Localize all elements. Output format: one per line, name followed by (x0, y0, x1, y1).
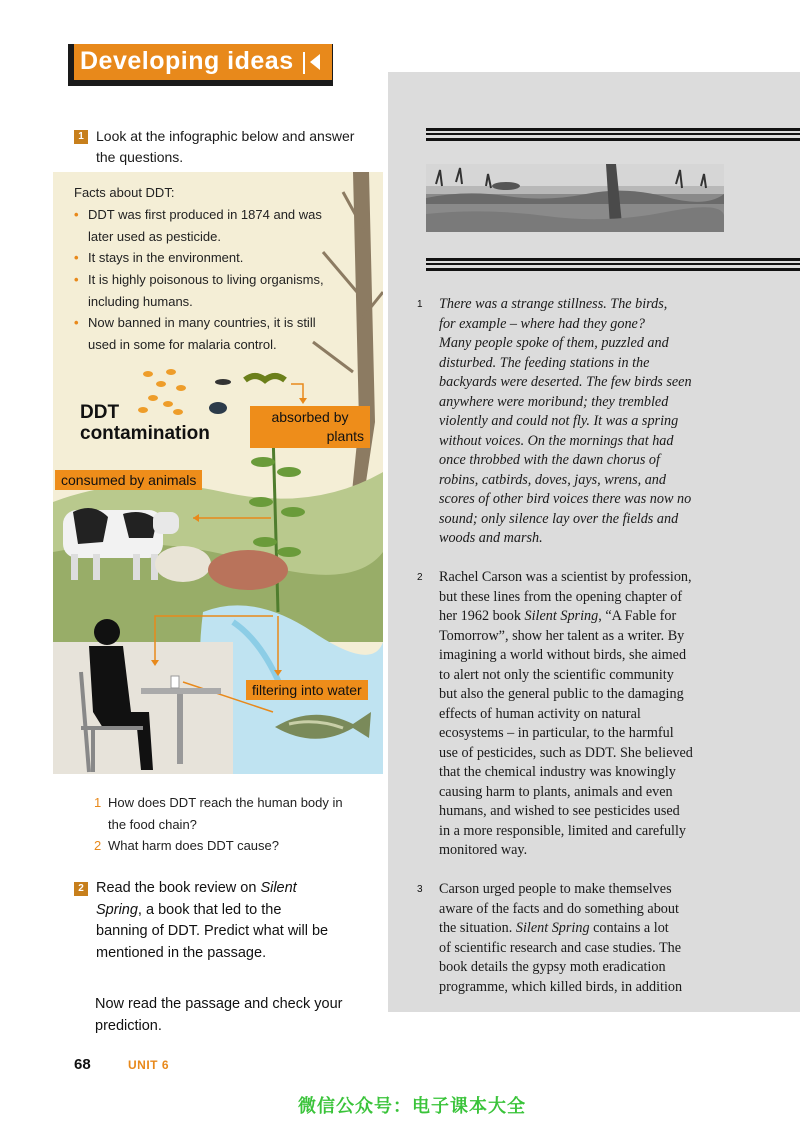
instruction-line: the questions. (96, 149, 184, 165)
bullet-icon: • (74, 272, 79, 287)
question-item: 1 How does DDT reach the human body in the food chain? (94, 795, 343, 832)
instruction-line: Look at the infographic below and answer (96, 128, 355, 144)
exercise-2-instruction: Read the book review on Silent Spring, a book that led to the banning of DDT. Predict what will be mentioned in the passage. (96, 880, 329, 961)
page-number: 68 (74, 1056, 91, 1073)
exercise-number-2: 2 (74, 882, 88, 896)
exercise-2-followup: Now read the passage and check your prediction. (95, 996, 343, 1034)
exercise-number-1: 1 (74, 130, 88, 144)
top-rule (426, 128, 800, 141)
barren-landscape-photo (426, 164, 724, 232)
paragraph-2: Rachel Carson was a scientist by profession, but these lines from the opening chapter of her 1962 book Silent Spring, “A Fable for Tomorrow”, show her talent as a writer. By imagining a world without birds, she aimed to alert not only the scientific community but also the general public to the damaging effects of human activity on natural ecosystems – in particular, to the harmful use of pesticides, such as DDT. She believed that the chemical industry was knowingly causing harm to plants, animals and even humans, and wished to see pesticides used in a more responsible, limited and carefully monitored way. (439, 569, 693, 858)
bullet-icon: • (74, 250, 79, 265)
ddt-contamination-title: DDT contamination (80, 402, 210, 444)
label-consumed-by-animals: consumed by animals (55, 470, 202, 490)
exercise-1-instruction (96, 126, 354, 168)
back-arrow-icon[interactable] (310, 54, 320, 70)
paragraph-1: There was a strange stillness. The birds, for example – where had they gone? Many people spoke of them, puzzled and disturbed. The feeding stations in the backyards were deserted. The few birds seen anywhere were moribund; they trembled violently and could not fly. It was a spring without voices. On the mornings that had once throbbed with the dawn chorus of robins, catbirds, doves, jays, wrens, and scores of other bird voices there was now no sound; only silence lay over the fields and woods and marsh. (439, 296, 692, 546)
fact-item: • DDT was first produced in 1874 and was later used as pesticide. (74, 204, 344, 247)
label-absorbed-by-plants: absorbed by plants (250, 406, 370, 448)
question-item: 2 What harm does DDT cause? (94, 838, 279, 853)
bullet-icon: • (74, 207, 79, 222)
paragraph-number: 1 (417, 299, 423, 310)
fact-item: • It is highly poisonous to living organisms, including humans. (74, 269, 344, 312)
paragraph-number: 2 (417, 572, 423, 583)
watermark-text: 微信公众号：电子课本大全 (298, 1096, 526, 1116)
header-divider (303, 52, 305, 74)
bottom-rule (426, 258, 800, 271)
paragraph-number: 3 (417, 884, 423, 895)
fact-item: • Now banned in many countries, it is still used in some for malaria control. (74, 312, 344, 355)
fact-item: • It stays in the environment. (74, 247, 344, 269)
section-title: Developing ideas (80, 47, 294, 75)
label-filtering-into-water: filtering into water (246, 680, 368, 700)
paragraph-3: Carson urged people to make themselves aware of the facts and do something about the situation. Silent Spring contains a lot of scientific research and case studies. The book details the gypsy moth eradication programme, which killed birds, in addition (439, 881, 683, 995)
unit-label: UNIT 6 (128, 1058, 170, 1072)
bullet-icon: • (74, 315, 79, 330)
facts-title: Facts about DDT: (74, 185, 175, 200)
